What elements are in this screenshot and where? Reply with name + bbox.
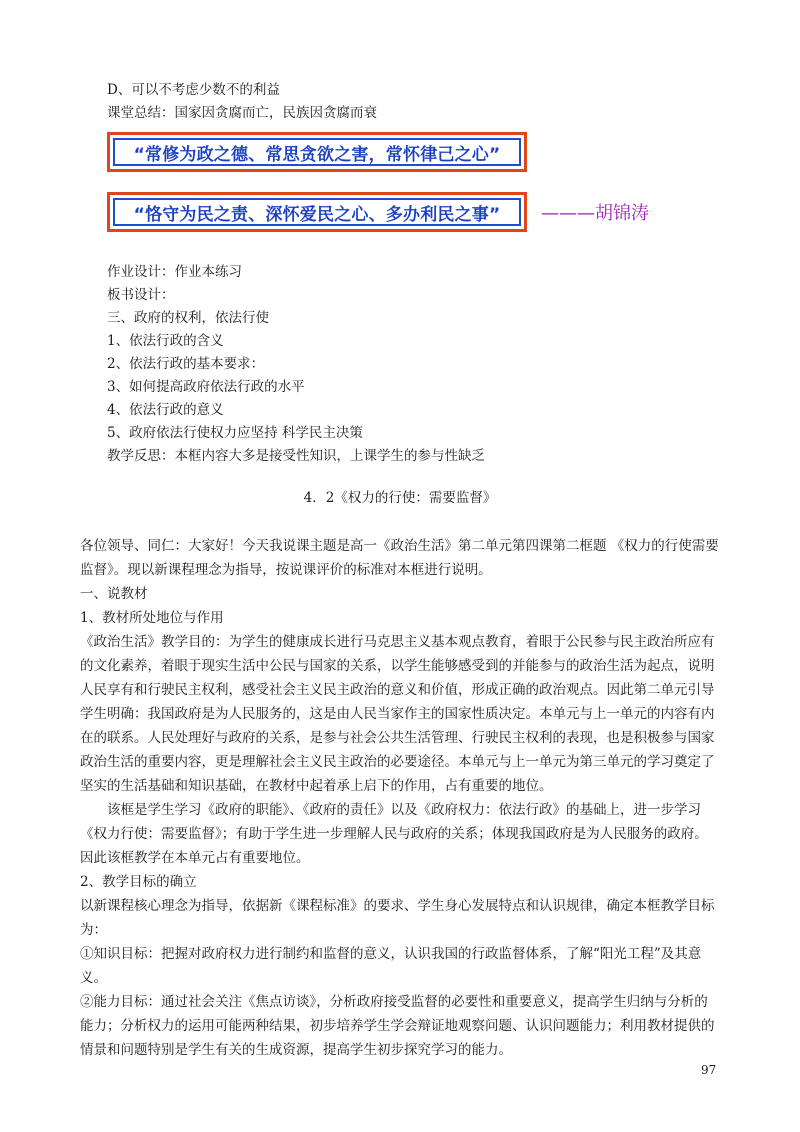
section-title: 4．2《权力的行使：需要监督》 xyxy=(303,490,497,506)
quote-text-2: “恪守为民之责、深怀爱民之心、多办利民之事” xyxy=(113,198,521,226)
quote-text-1: “常修为政之德、常思贪欲之害，常怀律己之心” xyxy=(113,138,521,166)
outline-item-4: 4、依法行政的意义 xyxy=(107,402,224,418)
outline-item-2: 2、依法行政的基本要求： xyxy=(107,356,265,372)
ability-goal: ②能力目标：通过社会关注《焦点访谈》，分析政府接受监督的必要性和重要意义，提高学生归纳与分析的能力；分析权力的运用可能两种结果，初步培养学生学会辩证地观察问题、认识问题能力；利用教材提供的情景和问题特别是学生有关的生成资源，提高学生初步探究学习的能力。 xyxy=(80,994,715,1058)
outline-item-1: 1、依法行政的含义 xyxy=(107,333,224,349)
quote-box-1 xyxy=(107,132,527,172)
teaching-reflection-line: 教学反思：本框内容大多是接受性知识，上课学生的参与性缺乏 xyxy=(107,448,485,464)
board-design-line: 板书设计： xyxy=(107,287,175,303)
class-summary-line: 课堂总结：国家因贪腐而亡，民族因贪腐而衰 xyxy=(107,105,377,121)
intro-paragraph: 各位领导、同仁：大家好！今天我说课主题是高一《政治生活》第二单元第四课第二框题 《权力的行使需要监督》。现以新课程理念为指导，按说课评价的标准对本框进行说明。 xyxy=(80,538,719,578)
homework-line: 作业设计：作业本练习 xyxy=(107,264,242,280)
page-number: 97 xyxy=(701,1063,717,1077)
paragraph-3: 以新课程核心理念为指导，依据新《课程标准》的要求、学生身心发展特点和认识规律，确定本框教学目标为： xyxy=(80,898,715,938)
quote-attribution: ———胡锦涛 xyxy=(541,203,649,224)
heading-material-position: 1、教材所处地位与作用 xyxy=(80,610,224,626)
outline-item-5: 5、政府依法行使权力应坚持 科学民主决策 xyxy=(107,425,363,441)
outline-item-3: 3、如何提高政府依法行政的水平 xyxy=(107,379,305,395)
paragraph-2: 该框是学生学习《政府的职能》、《政府的责任》以及《政府权力：依法行政》的基础上，进一步学习《权力行使：需要监督》；有助于学生进一步理解人民与政府的关系；体现我国政府是为人民服务的政府。因此该框教学在本单元占有重要地位。 xyxy=(80,802,708,866)
paragraph-1: 《政治生活》教学目的：为学生的健康成长进行马克思主义基本观点教育，着眼于公民参与民主政治所应有的文化素养，着眼于现实生活中公民与国家的关系，以学生能够感受到的并能参与的政治生活为起点，说明人民享有和行驶民主权利，感受社会主义民主政治的意义和价值，形成正确的政治观点。因此第二单元引导学生明确：我国政府是为人民服务的，这是由人民当家作主的国家性质决定。本单元与上一单元的内容有内在的联系。人民处理好与政府的关系，是参与社会公共生活管理、行驶民主权利的表现，也是积极参与国家政治生活的重要内容，更是理解社会主义民主政治的必要途径。本单元与上一单元为第三单元的学习奠定了坚实的生活基础和知识基础，在教材中起着承上启下的作用，占有重要的地位。 xyxy=(80,634,715,794)
option-d-line: D、可以不考虑少数不的利益 xyxy=(107,82,280,98)
quote-box-2 xyxy=(107,192,527,232)
heading-teaching-material: 一、说教材 xyxy=(80,586,148,602)
knowledge-goal: ①知识目标：把握对政府权力进行制约和监督的意义，认识我国的行政监督体系，了解“阳光工程”及其意义。 xyxy=(80,946,702,986)
outline-heading: 三、政府的权利，依法行使 xyxy=(107,310,269,326)
heading-teaching-goals: 2、教学目标的确立 xyxy=(80,874,197,890)
